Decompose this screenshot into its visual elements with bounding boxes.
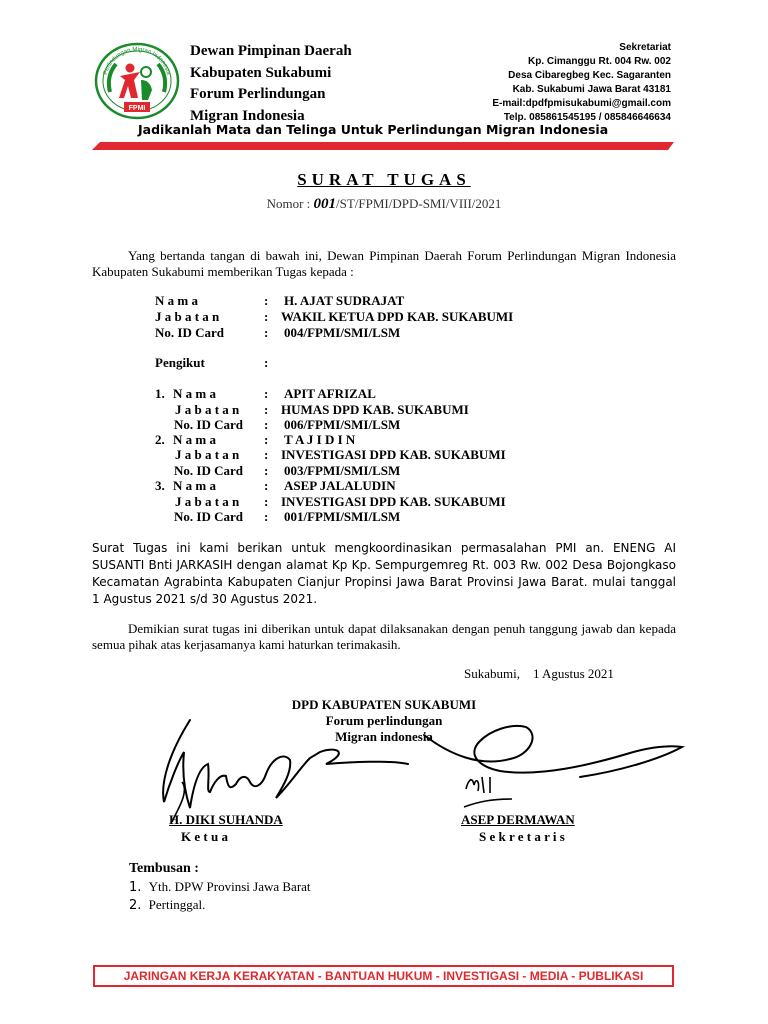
main-jabatan-value: WAKIL KETUA DPD KAB. SUKABUMI bbox=[281, 309, 514, 324]
document-title: SURAT TUGAS bbox=[297, 170, 471, 189]
org-name-line-1: Dewan Pimpinan Daerah bbox=[190, 43, 352, 59]
main-nama-value: H. AJAT SUDRAJAT bbox=[284, 293, 405, 308]
org-name-line-3: Forum Perlindungan bbox=[190, 86, 326, 102]
right-signature bbox=[420, 715, 690, 815]
sign-org-line-1: DPD KABUPATEN SUKABUMI bbox=[291, 697, 477, 712]
main-id-value: 004/FPMI/SMI/LSM bbox=[284, 325, 401, 340]
org-name-line-4: Migran Indonesia bbox=[190, 108, 305, 124]
nomor-suffix: /ST/FPMI/DPD-SMI/VIII/2021 bbox=[336, 196, 502, 211]
fpmi-logo bbox=[94, 42, 180, 120]
intro-paragraph: Yang bertanda tangan di bawah ini, Dewan Pimpinan Daerah Forum Perlindungan Migran Indonesia Kabupaten Sukabumi memberikan Tugas kepada : bbox=[92, 248, 676, 279]
sekretariat-label: Sekretariat bbox=[619, 42, 671, 53]
tembusan-item-1: 1. Yth. DPW Provinsi Jawa Barat bbox=[129, 879, 311, 895]
closing-paragraph: Demikian surat tugas ini diberikan untuk dapat dilaksanakan dengan penuh tanggung jawab dan kepada semua pihak atas kerjasamanya kami haturkan terimakasih. bbox=[92, 621, 676, 652]
footer-banner: JARINGAN KERJA KERAKYATAN - BANTUAN HUKUM - INVESTIGASI - MEDIA - PUBLIKASI bbox=[93, 965, 674, 987]
sign-org-line-2: Forum perlindungan bbox=[325, 713, 443, 728]
document-number bbox=[0, 196, 768, 213]
place-date: Sukabumi, 1 Agustus 2021 bbox=[464, 666, 614, 681]
left-signer-role: K e t u a bbox=[181, 829, 228, 844]
nomor-label: Nomor : bbox=[266, 196, 311, 211]
sekretariat-email: E-mail:dpdfpmisukabumi@gmail.com bbox=[492, 98, 671, 109]
sign-org-line-3: Migran indonesia bbox=[335, 729, 433, 744]
motto: Jadikanlah Mata dan Telinga Untuk Perlindungan Migran Indonesia bbox=[138, 122, 609, 137]
tembusan-label: Tembusan : bbox=[129, 861, 199, 876]
header-red-stripe bbox=[92, 140, 674, 152]
right-signer-role: S e k r e t a r i s bbox=[479, 829, 565, 844]
sekretariat-address-2: Desa Cibaregbeg Kec. Sagaranten bbox=[508, 70, 671, 81]
left-signer-name: H. DIKI SUHANDA bbox=[169, 812, 283, 827]
nomor-number: 001 bbox=[313, 196, 337, 212]
right-signer-name: ASEP DERMAWAN bbox=[461, 812, 575, 827]
logo-ring-text: Perlindungan Migran Indonesia bbox=[102, 46, 172, 76]
sekretariat-phone: Telp. 085861545195 / 085846646634 bbox=[503, 112, 671, 123]
sekretariat-address-3: Kab. Sukabumi Jawa Barat 43181 bbox=[512, 84, 671, 95]
sekretariat-address-1: Kp. Cimanggu Rt. 004 Rw. 002 bbox=[528, 56, 671, 67]
org-name-line-2: Kabupaten Sukabumi bbox=[190, 65, 332, 81]
tembusan-item-2: 2. Pertinggal. bbox=[129, 897, 206, 913]
task-paragraph: Surat Tugas ini kami berikan untuk mengkoordinasikan permasalahan PMI an. ENENG AI SUSANTI Bnti JARKASIH dengan alamat Kp Kp. Sempurgemreg Rt. 003 Rw. 002 Desa Bojongkaso Kecamatan Agrabinta Kabupaten Cianjur Propinsi Jawa Barat Provinsi Jawa Barat. mulai tanggal 1 Agustus 2021 s/d 30 Agustus 2021. bbox=[92, 541, 676, 606]
logo-acronym: FPMI bbox=[128, 105, 146, 112]
